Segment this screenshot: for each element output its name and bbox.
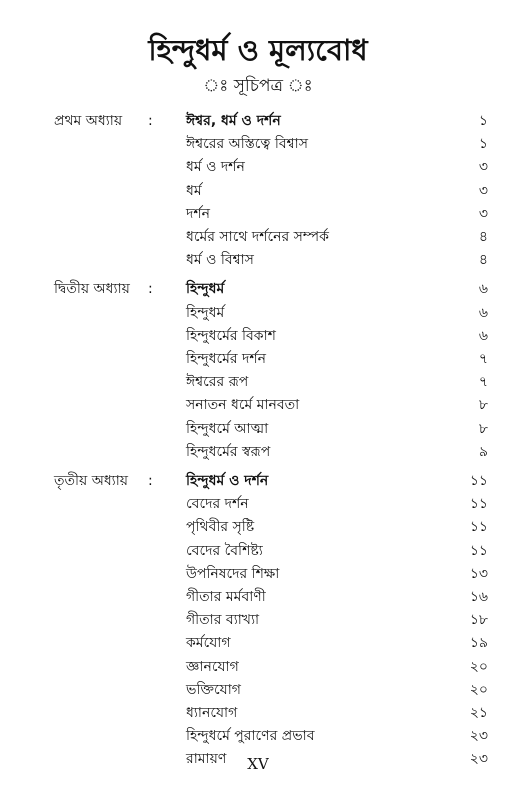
toc-page-number: ৩ bbox=[478, 205, 488, 222]
section-title: ধর্ম ও দর্শন bbox=[186, 159, 245, 176]
toc-entry-row bbox=[0, 679, 516, 702]
toc-entry-row bbox=[0, 302, 516, 325]
chapter-colon: : bbox=[148, 281, 153, 298]
toc-entry-row bbox=[0, 725, 516, 748]
section-title: বেদের দর্শন bbox=[186, 496, 249, 513]
section-title: হিন্দুধর্মের বিকাশ bbox=[186, 327, 276, 344]
toc-page-number: ১১ bbox=[469, 542, 488, 559]
section-title: ধর্মের সাথে দর্শনের সম্পর্ক bbox=[186, 229, 329, 245]
toc-page-number: ১ bbox=[478, 113, 488, 129]
toc-page-number: ৮ bbox=[478, 420, 488, 437]
toc-entry-row bbox=[0, 348, 516, 371]
toc-page-number: ৬ bbox=[478, 304, 488, 321]
chapter-label: তৃতীয় অধ্যায় bbox=[54, 473, 129, 489]
section-title: উপনিষদের শিক্ষা bbox=[186, 565, 280, 582]
page-number-footer: XV bbox=[247, 755, 269, 773]
toc-entry-row bbox=[0, 540, 516, 563]
book-title: হিন্দুধর্ম ও মূল্যবোধ bbox=[148, 33, 368, 67]
section-title: ধর্ম bbox=[186, 182, 202, 199]
section-title: রামায়ণ bbox=[186, 751, 227, 768]
toc-page-number: ৪ bbox=[478, 252, 488, 269]
toc-page-number: ৩ bbox=[478, 159, 488, 176]
toc-page-number: ৪ bbox=[478, 229, 488, 245]
toc-entry-row bbox=[0, 563, 516, 586]
toc-page-number: ১১ bbox=[469, 519, 488, 536]
section-title: ধর্ম ও বিশ্বাস bbox=[186, 252, 254, 269]
toc-page-number: ২৩ bbox=[469, 751, 488, 768]
toc-page-number: ২০ bbox=[469, 681, 488, 698]
toc-page-number: ৭ bbox=[478, 374, 488, 391]
toc-entry-row bbox=[0, 133, 516, 156]
toc-entry-row bbox=[0, 702, 516, 725]
toc-chapter-row bbox=[0, 278, 516, 301]
section-title: ভক্তিযোগ bbox=[186, 681, 241, 698]
toc-entry-row bbox=[0, 632, 516, 655]
toc-entry-row bbox=[0, 156, 516, 179]
section-title: জ্ঞানযোগ bbox=[186, 658, 239, 675]
section-title: গীতার ব্যাখ্যা bbox=[186, 612, 260, 629]
toc-page-number: ৮ bbox=[478, 397, 488, 414]
toc-entry-row bbox=[0, 516, 516, 539]
chapter-title: হিন্দুধর্ম bbox=[186, 281, 225, 298]
section-title: হিন্দুধর্মে আত্মা bbox=[186, 420, 269, 437]
toc-page-number: ১৩ bbox=[469, 565, 488, 582]
section-title: দর্শন bbox=[186, 205, 210, 222]
chapter-title: ঈশ্বর, ধর্ম ও দর্শন bbox=[186, 113, 281, 129]
chapter-title: হিন্দুধর্ম ও দর্শন bbox=[186, 473, 269, 489]
toc-page-number: ১৬ bbox=[469, 589, 488, 605]
toc-page-number: ১৮ bbox=[469, 612, 488, 629]
section-title: হিন্দুধর্মে পুরাণের প্রভাব bbox=[186, 728, 315, 745]
chapter-label: দ্বিতীয় অধ্যায় bbox=[54, 281, 130, 298]
section-title: বেদের বৈশিষ্ট্য bbox=[186, 542, 263, 559]
toc-page-number: ৬ bbox=[478, 327, 488, 344]
chapter-colon: : bbox=[148, 473, 153, 489]
toc-entry-row bbox=[0, 609, 516, 632]
section-title: গীতার মর্মবাণী bbox=[186, 589, 266, 605]
toc-entry-row bbox=[0, 656, 516, 679]
toc-page-number: ২৩ bbox=[469, 728, 488, 745]
section-title: হিন্দুধর্মের স্বরূপ bbox=[186, 443, 271, 460]
toc-page-number: ১৯ bbox=[469, 635, 488, 652]
toc-page-number: ১ bbox=[478, 136, 488, 153]
section-title: ঈশ্বরের অস্তিত্বে বিশ্বাস bbox=[186, 136, 308, 153]
section-title: ঈশ্বরের রূপ bbox=[186, 374, 249, 391]
toc-entry-row bbox=[0, 441, 516, 464]
toc-entry-row bbox=[0, 249, 516, 272]
toc-entry-row bbox=[0, 203, 516, 226]
toc-page-number: ৯ bbox=[478, 443, 488, 460]
toc-page-number: ২১ bbox=[469, 705, 488, 721]
toc-entry-row bbox=[0, 371, 516, 394]
toc-entry-row bbox=[0, 586, 516, 609]
toc-page-number: ১১ bbox=[469, 473, 488, 489]
toc-entry-row bbox=[0, 180, 516, 203]
section-title: হিন্দুধর্ম bbox=[186, 304, 225, 321]
chapter-label: প্রথম অধ্যায় bbox=[54, 113, 123, 129]
toc-entry-row bbox=[0, 418, 516, 441]
toc-page-number: ৭ bbox=[478, 351, 488, 367]
toc-entry-row bbox=[0, 325, 516, 348]
toc-entry-row bbox=[0, 394, 516, 417]
toc-chapter-row bbox=[0, 110, 516, 133]
toc-page-number: ৩ bbox=[478, 182, 488, 199]
section-title: হিন্দুধর্মের দর্শন bbox=[186, 351, 266, 367]
section-title: কর্মযোগ bbox=[186, 635, 231, 652]
toc-page-number: ১১ bbox=[469, 496, 488, 513]
section-title: সনাতন ধর্মে মানবতা bbox=[186, 397, 300, 414]
chapter-colon: : bbox=[148, 113, 153, 129]
toc-page-number: ২০ bbox=[469, 658, 488, 675]
section-title: ধ্যানযোগ bbox=[186, 705, 238, 721]
toc-entry-row bbox=[0, 226, 516, 249]
toc-heading: ঃ সূচিপত্র ঃ bbox=[203, 76, 313, 96]
toc-chapter-row bbox=[0, 470, 516, 493]
toc-page-number: ৬ bbox=[478, 281, 488, 298]
section-title: পৃথিবীর সৃষ্টি bbox=[186, 519, 255, 536]
toc-entry-row bbox=[0, 493, 516, 516]
